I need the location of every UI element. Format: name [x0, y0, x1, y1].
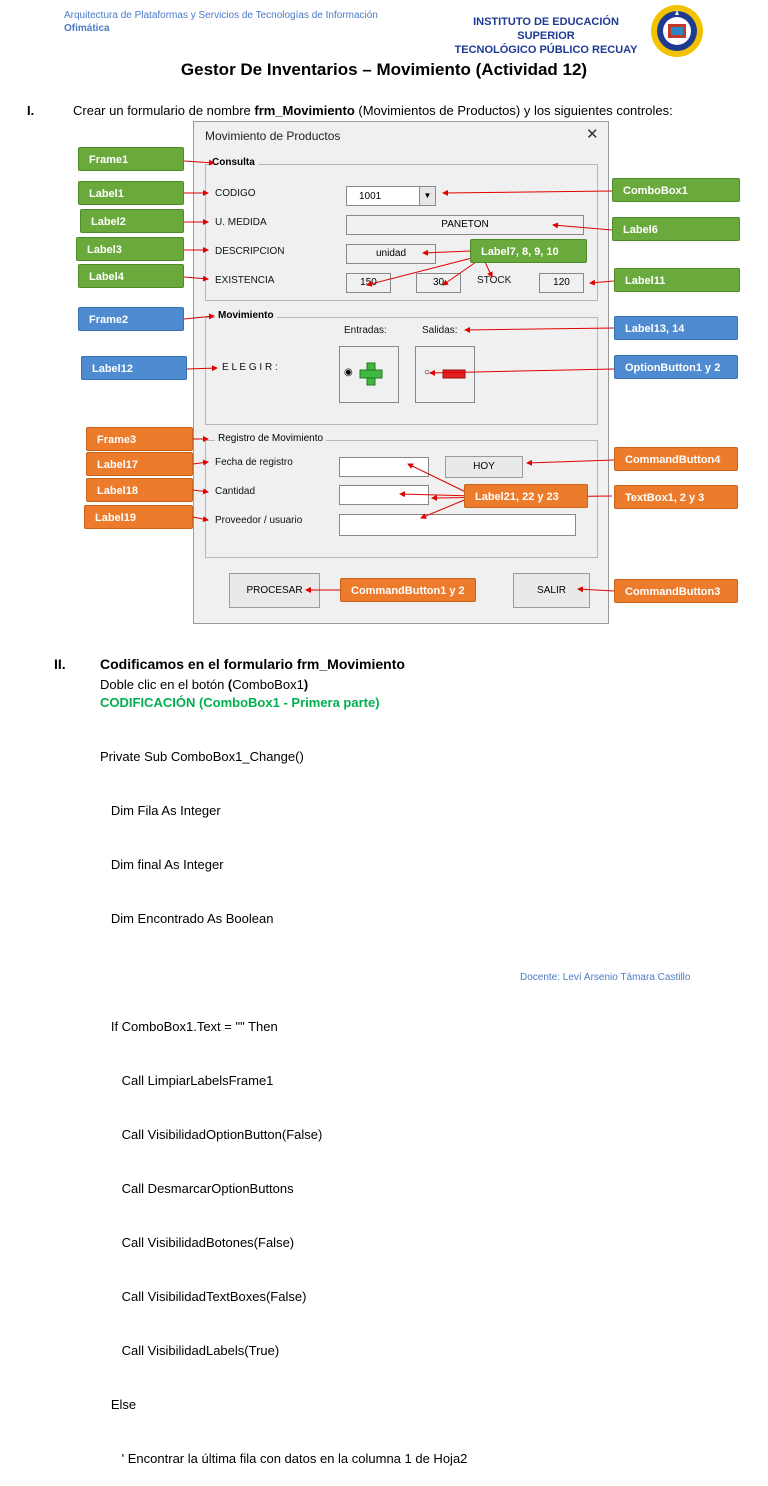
code-line [100, 964, 467, 982]
close-icon[interactable]: ✕ [586, 126, 599, 143]
callout-commandbutton4: CommandButton4 [614, 447, 738, 471]
code-line: Call LimpiarLabelsFrame1 [100, 1073, 274, 1088]
code-line: ' Encontrar la última fila con datos en la columna 1 de Hoja2 [100, 1451, 468, 1466]
header-subject: Ofimática [64, 23, 110, 34]
callout-textboxes: TextBox1, 2 y 3 [614, 485, 738, 509]
callout-label21-23: Label21, 22 y 23 [464, 484, 588, 508]
code-line: Dim Fila As Integer [100, 803, 221, 818]
callout-commandbutton1-2: CommandButton1 y 2 [340, 578, 476, 602]
cantidad-label: Cantidad [215, 486, 256, 497]
section1-prefix: Crear un formulario de nombre [73, 103, 255, 118]
callout-label11: Label11 [614, 268, 740, 292]
fecha-label: Fecha de registro [215, 457, 293, 468]
section2-number: II. [54, 656, 66, 672]
code-line: If ComboBox1.Text = "" Then [100, 1019, 278, 1034]
callout-label1: Label1 [78, 181, 184, 205]
callout-label2: Label2 [80, 209, 184, 233]
radio-unselected-icon[interactable]: ○ [424, 367, 431, 378]
callout-combobox1: ComboBox1 [612, 178, 740, 202]
section2-title: Codificamos en el formulario frm_Movimiento [100, 656, 405, 672]
callout-label13-14: Label13, 14 [614, 316, 738, 340]
code-line: Call VisibilidadBotones(False) [100, 1235, 295, 1250]
chevron-down-icon[interactable]: ▼ [419, 187, 435, 205]
callout-optionbuttons: OptionButton1 y 2 [614, 355, 738, 379]
um-value: PANETON [346, 215, 584, 235]
code-block [100, 712, 467, 1486]
page-title: Gestor De Inventarios – Movimiento (Actividad 12) [180, 60, 588, 79]
window-title: Movimiento de Productos [205, 129, 341, 143]
codigo-label: CODIGO [215, 188, 256, 199]
callout-label6: Label6 [612, 217, 740, 241]
desc-value: unidad [346, 244, 436, 264]
section2-intro [100, 676, 308, 694]
frame-movimiento-caption: Movimiento [215, 310, 277, 321]
code-line: Dim Encontrado As Boolean [100, 911, 274, 926]
code-line: Call VisibilidadLabels(True) [100, 1343, 280, 1358]
proveedor-label: Proveedor / usuario [215, 515, 303, 526]
entradas-label: Entradas: [344, 325, 387, 336]
institution-line1: INSTITUTO DE EDUCACIÓN SUPERIOR [473, 16, 619, 42]
intro-prefix: Doble clic en el botón [100, 677, 228, 692]
stock-value: 120 [539, 273, 584, 293]
frame-consulta-caption: Consulta [209, 157, 258, 168]
existencia-value: 150 [346, 273, 391, 293]
procesar-button[interactable]: PROCESAR [229, 573, 320, 608]
stock-label: STOCK [477, 275, 512, 286]
institution-line2: TECNOLÓGICO PÚBLICO RECUAY [454, 44, 638, 56]
code-line: Dim final As Integer [100, 857, 224, 872]
intro-paren-open: ( [227, 677, 233, 692]
code-line: Call DesmarcarOptionButtons [100, 1181, 294, 1196]
frame-registro-caption: Registro de Movimiento [215, 433, 326, 444]
section1-form-name: frm_Movimiento [254, 103, 355, 118]
mid-value: 30 [416, 273, 461, 293]
callout-label17: Label17 [86, 452, 193, 476]
callout-label19: Label19 [84, 505, 193, 529]
code-line: Private Sub ComboBox1_Change() [100, 749, 304, 764]
header-course: Arquitectura de Plataformas y Servicios de Tecnologías de Información [64, 10, 378, 21]
radio-selected-icon[interactable]: ◉ [344, 367, 353, 378]
hoy-button[interactable]: HOY [445, 456, 523, 478]
callout-label12: Label12 [81, 356, 187, 380]
code-line: Else [100, 1397, 137, 1412]
intro-combobox: ComboBox1 [232, 677, 304, 692]
footer-teacher: Docente: Leví Arsenio Támara Castillo [520, 972, 691, 983]
section1-suffix: (Movimientos de Productos) y los siguientes controles: [354, 103, 673, 118]
salidas-label: Salidas: [422, 325, 458, 336]
codigo-combobox-value: 1001 [359, 191, 382, 202]
desc-label: DESCRIPCION [215, 246, 285, 257]
codificacion-heading: CODIFICACIÓN (ComboBox1 - Primera parte) [100, 695, 380, 710]
callout-frame2: Frame2 [78, 307, 184, 331]
callout-label18: Label18 [86, 478, 193, 502]
callout-commandbutton3: CommandButton3 [614, 579, 738, 603]
callout-label4: Label4 [78, 264, 184, 288]
code-line: Call VisibilidadOptionButton(False) [100, 1127, 323, 1142]
section1-number: I. [27, 103, 35, 118]
callout-label7-10: Label7, 8, 9, 10 [470, 239, 587, 263]
code-line: Call VisibilidadTextBoxes(False) [100, 1289, 307, 1304]
callout-frame1: Frame1 [78, 147, 184, 171]
existencia-label: EXISTENCIA [215, 275, 275, 286]
callout-frame3: Frame3 [86, 427, 193, 451]
um-label: U. MEDIDA [215, 217, 267, 228]
elegir-label: E L E G I R : [222, 362, 278, 373]
salir-button[interactable]: SALIR [513, 573, 590, 608]
callout-label3: Label3 [76, 237, 184, 261]
intro-paren-close: ) [303, 677, 309, 692]
